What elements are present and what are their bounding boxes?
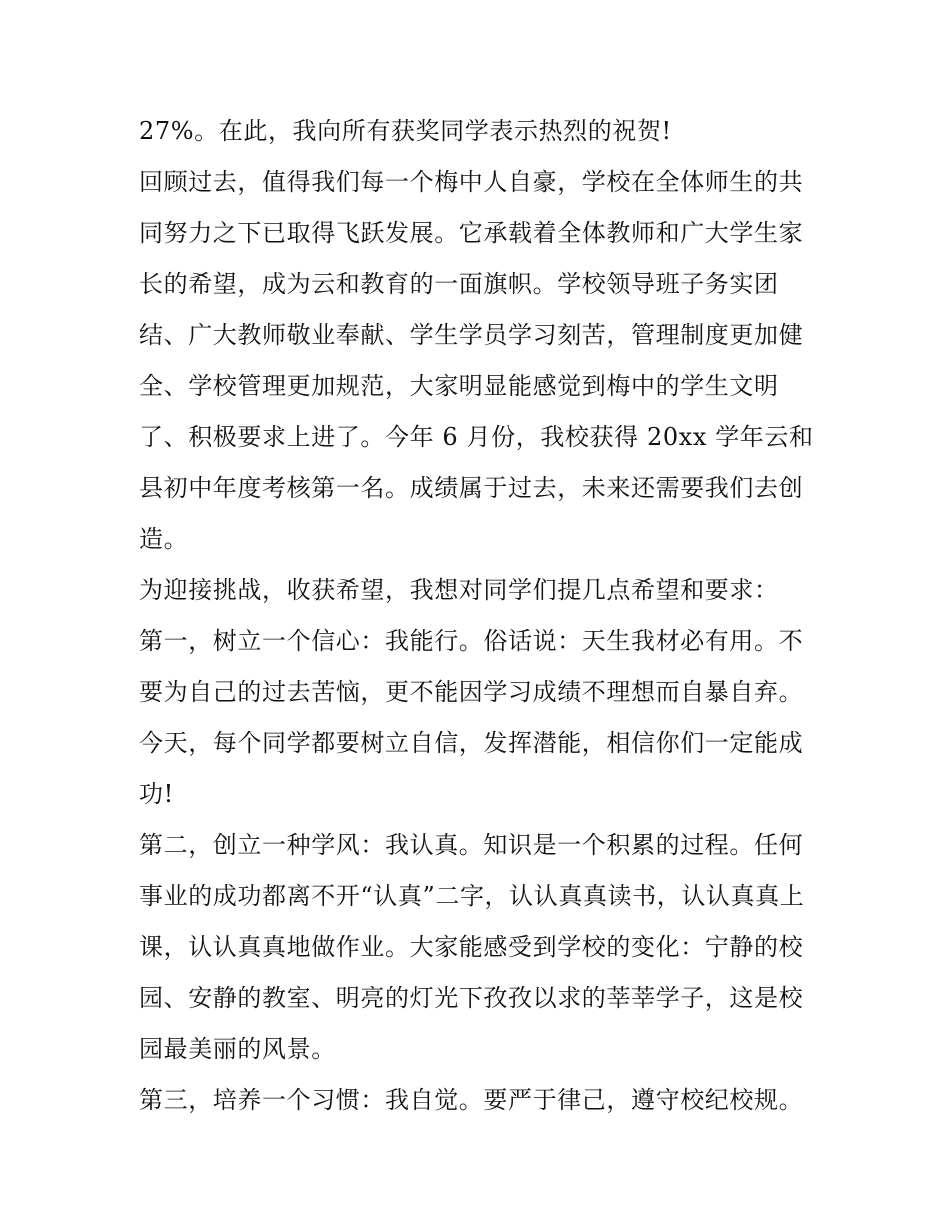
text-line: 同努力之下已取得飞跃发展。它承载着全体教师和广大学生家 (139, 219, 804, 247)
text-line: 园最美丽的风景。 (139, 1035, 336, 1063)
text-line: 第一，树立一个信心：我能行。俗话说：天生我材必有用。不 (139, 627, 804, 655)
text-line: 造。 (139, 525, 189, 553)
text-line: 结、广大教师敬业奉献、学生学员学习刻苦，管理制度更加健 (139, 321, 804, 349)
text-line: 课，认认真真地做作业。大家能感受到学校的变化：宁静的校 (139, 933, 804, 961)
text-line: 园、安静的教室、明亮的灯光下孜孜以求的莘莘学子，这是校 (139, 984, 804, 1012)
text-line: 为迎接挑战，收获希望，我想对同学们提几点希望和要求： (139, 576, 779, 604)
text-line: 长的希望，成为云和教育的一面旗帜。学校领导班子务实团 (139, 270, 779, 298)
text-line: 事业的成功都离不开“认真”二字，认认真真读书，认认真真上 (139, 882, 805, 910)
document-body (139, 106, 819, 1126)
text-line: 了、积极要求上进了。今年 6 月份，我校获得 20xx 学年云和 (139, 423, 814, 451)
text-line: 第二，创立一种学风：我认真。知识是一个积累的过程。任何 (139, 831, 804, 859)
text-line: 第三，培养一个习惯：我自觉。要严于律己，遵守校纪校规。 (139, 1086, 804, 1114)
text-line: 回顾过去，值得我们每一个梅中人自豪，学校在全体师生的共 (139, 168, 804, 196)
text-line: 今天，每个同学都要树立自信，发挥潜能，相信你们一定能成 (139, 729, 804, 757)
text-line: 27%。在此，我向所有获奖同学表示热烈的祝贺! (139, 117, 672, 145)
text-line: 县初中年度考核第一名。成绩属于过去，未来还需要我们去创 (139, 474, 804, 502)
text-line: 功! (139, 780, 174, 808)
text-line: 要为自己的过去苦恼，更不能因学习成绩不理想而自暴自弃。 (139, 678, 804, 706)
text-line: 全、学校管理更加规范，大家明显能感觉到梅中的学生文明 (139, 372, 779, 400)
